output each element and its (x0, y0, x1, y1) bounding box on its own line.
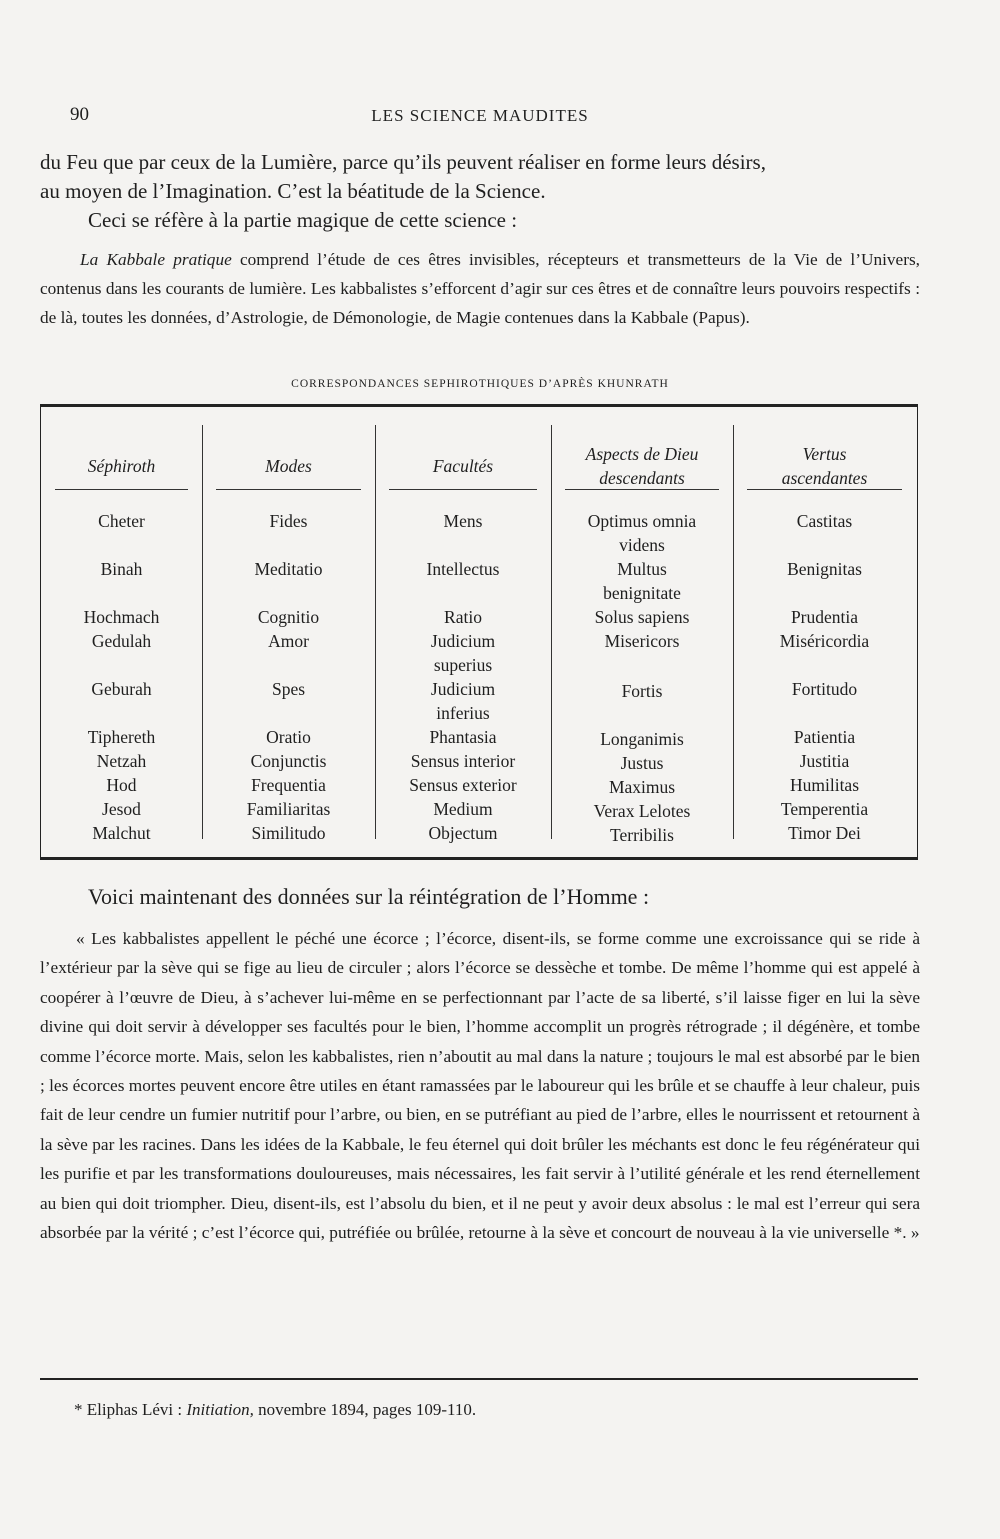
table-cell: Cognitio (257, 607, 320, 627)
table-cell: Objectum (428, 823, 498, 843)
table-cell: Prudentia (790, 607, 859, 627)
table-cell: Maximus (608, 777, 676, 797)
intro-line: au moyen de l’Imagination. C’est la béatitude de la Science. (40, 179, 546, 203)
table-cell: Misericors (604, 631, 680, 651)
table-cell: Castitas (796, 511, 853, 531)
table-cell: Terribilis (610, 825, 674, 845)
table-cell: Binah (100, 559, 143, 579)
table-cell: Conjunctis (250, 751, 327, 771)
intro-line: Ceci se réfère à la partie magique de cette science : (88, 208, 518, 232)
table-cell: Frequentia (251, 775, 326, 795)
table-cell: Judicium (430, 679, 496, 699)
intro-line: du Feu que par ceux de la Lumière, parce qu’ils peuvent réaliser en forme leurs désirs, (40, 150, 766, 174)
table-cell: Miséricordia (779, 631, 870, 651)
footnote-suffix: novembre 1894, pages 109-110. (253, 1400, 477, 1419)
table-cell: Solus sapiens (594, 607, 690, 627)
column-aspects-de-dieu (551, 425, 733, 845)
column-header: Aspects de Dieu descendants (585, 444, 699, 488)
table-cell: Optimus omnia (587, 511, 697, 531)
table-caption: CORRESPONDANCES SEPHIROTHIQUES D’APRÈS KHUNRATH (291, 378, 669, 390)
correspondence-table (40, 404, 918, 860)
intro-paragraph (40, 148, 920, 235)
running-head: LES SCIENCE MAUDITES (371, 106, 589, 125)
table-cell: Amor (268, 631, 309, 651)
section-title: Voici maintenant des données sur la réintégration de l’Homme : (88, 884, 650, 909)
column-header: Vertus ascendantes (781, 444, 868, 488)
table-cell: Tiphereth (87, 727, 156, 747)
table-cell: Gedulah (91, 631, 152, 651)
table-cell: Humilitas (789, 775, 860, 795)
table-cell: Sensus interior (410, 751, 516, 771)
table-cell: videns (619, 535, 665, 555)
page-number: 90 (70, 104, 89, 125)
kabbale-pratique-paragraph (40, 245, 920, 332)
column-sephiroth (41, 425, 202, 843)
table-cell: Hochmach (83, 607, 160, 627)
quote-text: « Les kabbalistes appellent le péché une écorce ; l’écorce, disent-ils, se forme comme une excroissance qui se ride à l’extérieur par la sève qui se fige au lieu de circuler ; alors l’écorce se dessèche et tombe. De même l’homme qui est appelé à coopérer à l’œuvre de Dieu, à s’achever lui-même en se perfectionnant par l’acte de sa liberté, s’il laisse figer en lui la sève divine qui doit servir à développer ses facultés pour le bien, l’homme accomplit un progrès rétrograde ; il dégénère, et tombe comme l’écorce morte. Mais, selon les kabbalistes, rien n’aboutit au mal dans la nature ; toujours le mal est absorbé par le bien ; les écorces mortes peuvent encore être utiles en étant ramassées par le laboureur qui les brûle et se chauffe à leur chaleur, puis fait de leur cendre un fumier nutritif pour l’arbre, ou bien, en se putréfiant au pied de l’arbre, elles le nourrissent et retournent à la sève par les racines. Dans les idées de la Kabbale, le feu éternel qui doit brûler les méchants est donc le feu régénérateur qui les purifie et par les transformations douloureuses, mais nécessaires, les fait servir à l’utilité générale et les rend éternellement au bien qui doit triompher. Dieu, disent-ils, est l’absolu du bien, et il ne peut y avoir deux absolus : le mal est l’erreur qui sera absorbée par la vérité ; c’est l’écorce qui, putréfiée ou brûlée, retourne à la sève et concourt de nouveau à la vie universelle *. » (40, 929, 920, 1243)
table-cell: inferius (436, 703, 490, 723)
column-header: Séphiroth (87, 456, 156, 476)
table-cell: Spes (271, 679, 306, 699)
footnote-rule (40, 1378, 918, 1380)
footnote (74, 1400, 476, 1420)
column-vertus (733, 425, 916, 843)
table-cell: Patientia (793, 727, 856, 747)
table-cell: benignitate (603, 583, 681, 603)
paragraph-text: comprend l’étude de ces êtres invisibles, récepteurs et transmetteurs de la Vie de l’Univers, contenus dans les courants de lumière. Les kabbalistes s’efforcent d’agir sur ces êtres et de connaître leurs pouvoirs respectifs : de là, toutes les données, d’Astrologie, de Démonologie, de Magie contenues dans la Kabbale (Papus). (40, 250, 920, 327)
reintegration-quote (40, 924, 920, 1247)
column-facultes (375, 425, 551, 843)
table-cell: Oratio (266, 727, 311, 747)
column-header: Modes (265, 456, 312, 476)
header-rule (216, 489, 361, 490)
table-cell: Multus (617, 559, 667, 579)
page-header (40, 104, 920, 130)
table-cell: Judicium (430, 631, 496, 651)
table-cell: Jesod (102, 799, 141, 819)
table-cell: Fortitudo (791, 679, 858, 699)
column-header: Facultés (432, 456, 494, 476)
italic-lead: La Kabbale pratique (80, 250, 232, 269)
table-cell: Medium (433, 799, 493, 819)
table-cell: Fides (269, 511, 308, 531)
table-cell: Longanimis (600, 729, 684, 749)
header-rule (389, 489, 537, 490)
table-cell: Justitia (799, 751, 850, 771)
table-cell: Familiaritas (246, 799, 331, 819)
table-cell: Phantasia (429, 727, 497, 747)
table-cell: Temperentia (780, 799, 869, 819)
table-cell: Verax Lelotes (593, 801, 691, 821)
table-cell: Justus (620, 753, 664, 773)
header-rule (55, 489, 188, 490)
footnote-source: Initiation, (186, 1400, 254, 1419)
table-cell: Timor Dei (788, 823, 861, 843)
table-cell: Malchut (92, 823, 151, 843)
header-rule (565, 489, 719, 490)
table-cell: Sensus exterior (409, 775, 517, 795)
table-cell: Intellectus (426, 559, 500, 579)
table-cell: Geburah (91, 679, 152, 699)
header-rule (747, 489, 902, 490)
column-modes (202, 425, 375, 843)
table-cell: Similitudo (251, 823, 326, 843)
table-cell: Hod (106, 775, 137, 795)
table-cell: Cheter (98, 511, 145, 531)
table-cell: Benignitas (787, 559, 862, 579)
table-cell: Ratio (444, 607, 482, 627)
table-cell: Meditatio (254, 559, 323, 579)
table-cell: Mens (443, 511, 483, 531)
table-cell: Fortis (621, 681, 663, 701)
table-cell: Netzah (96, 751, 147, 771)
table-cell: superius (433, 655, 493, 675)
footnote-prefix: * Eliphas Lévi : (74, 1400, 187, 1419)
